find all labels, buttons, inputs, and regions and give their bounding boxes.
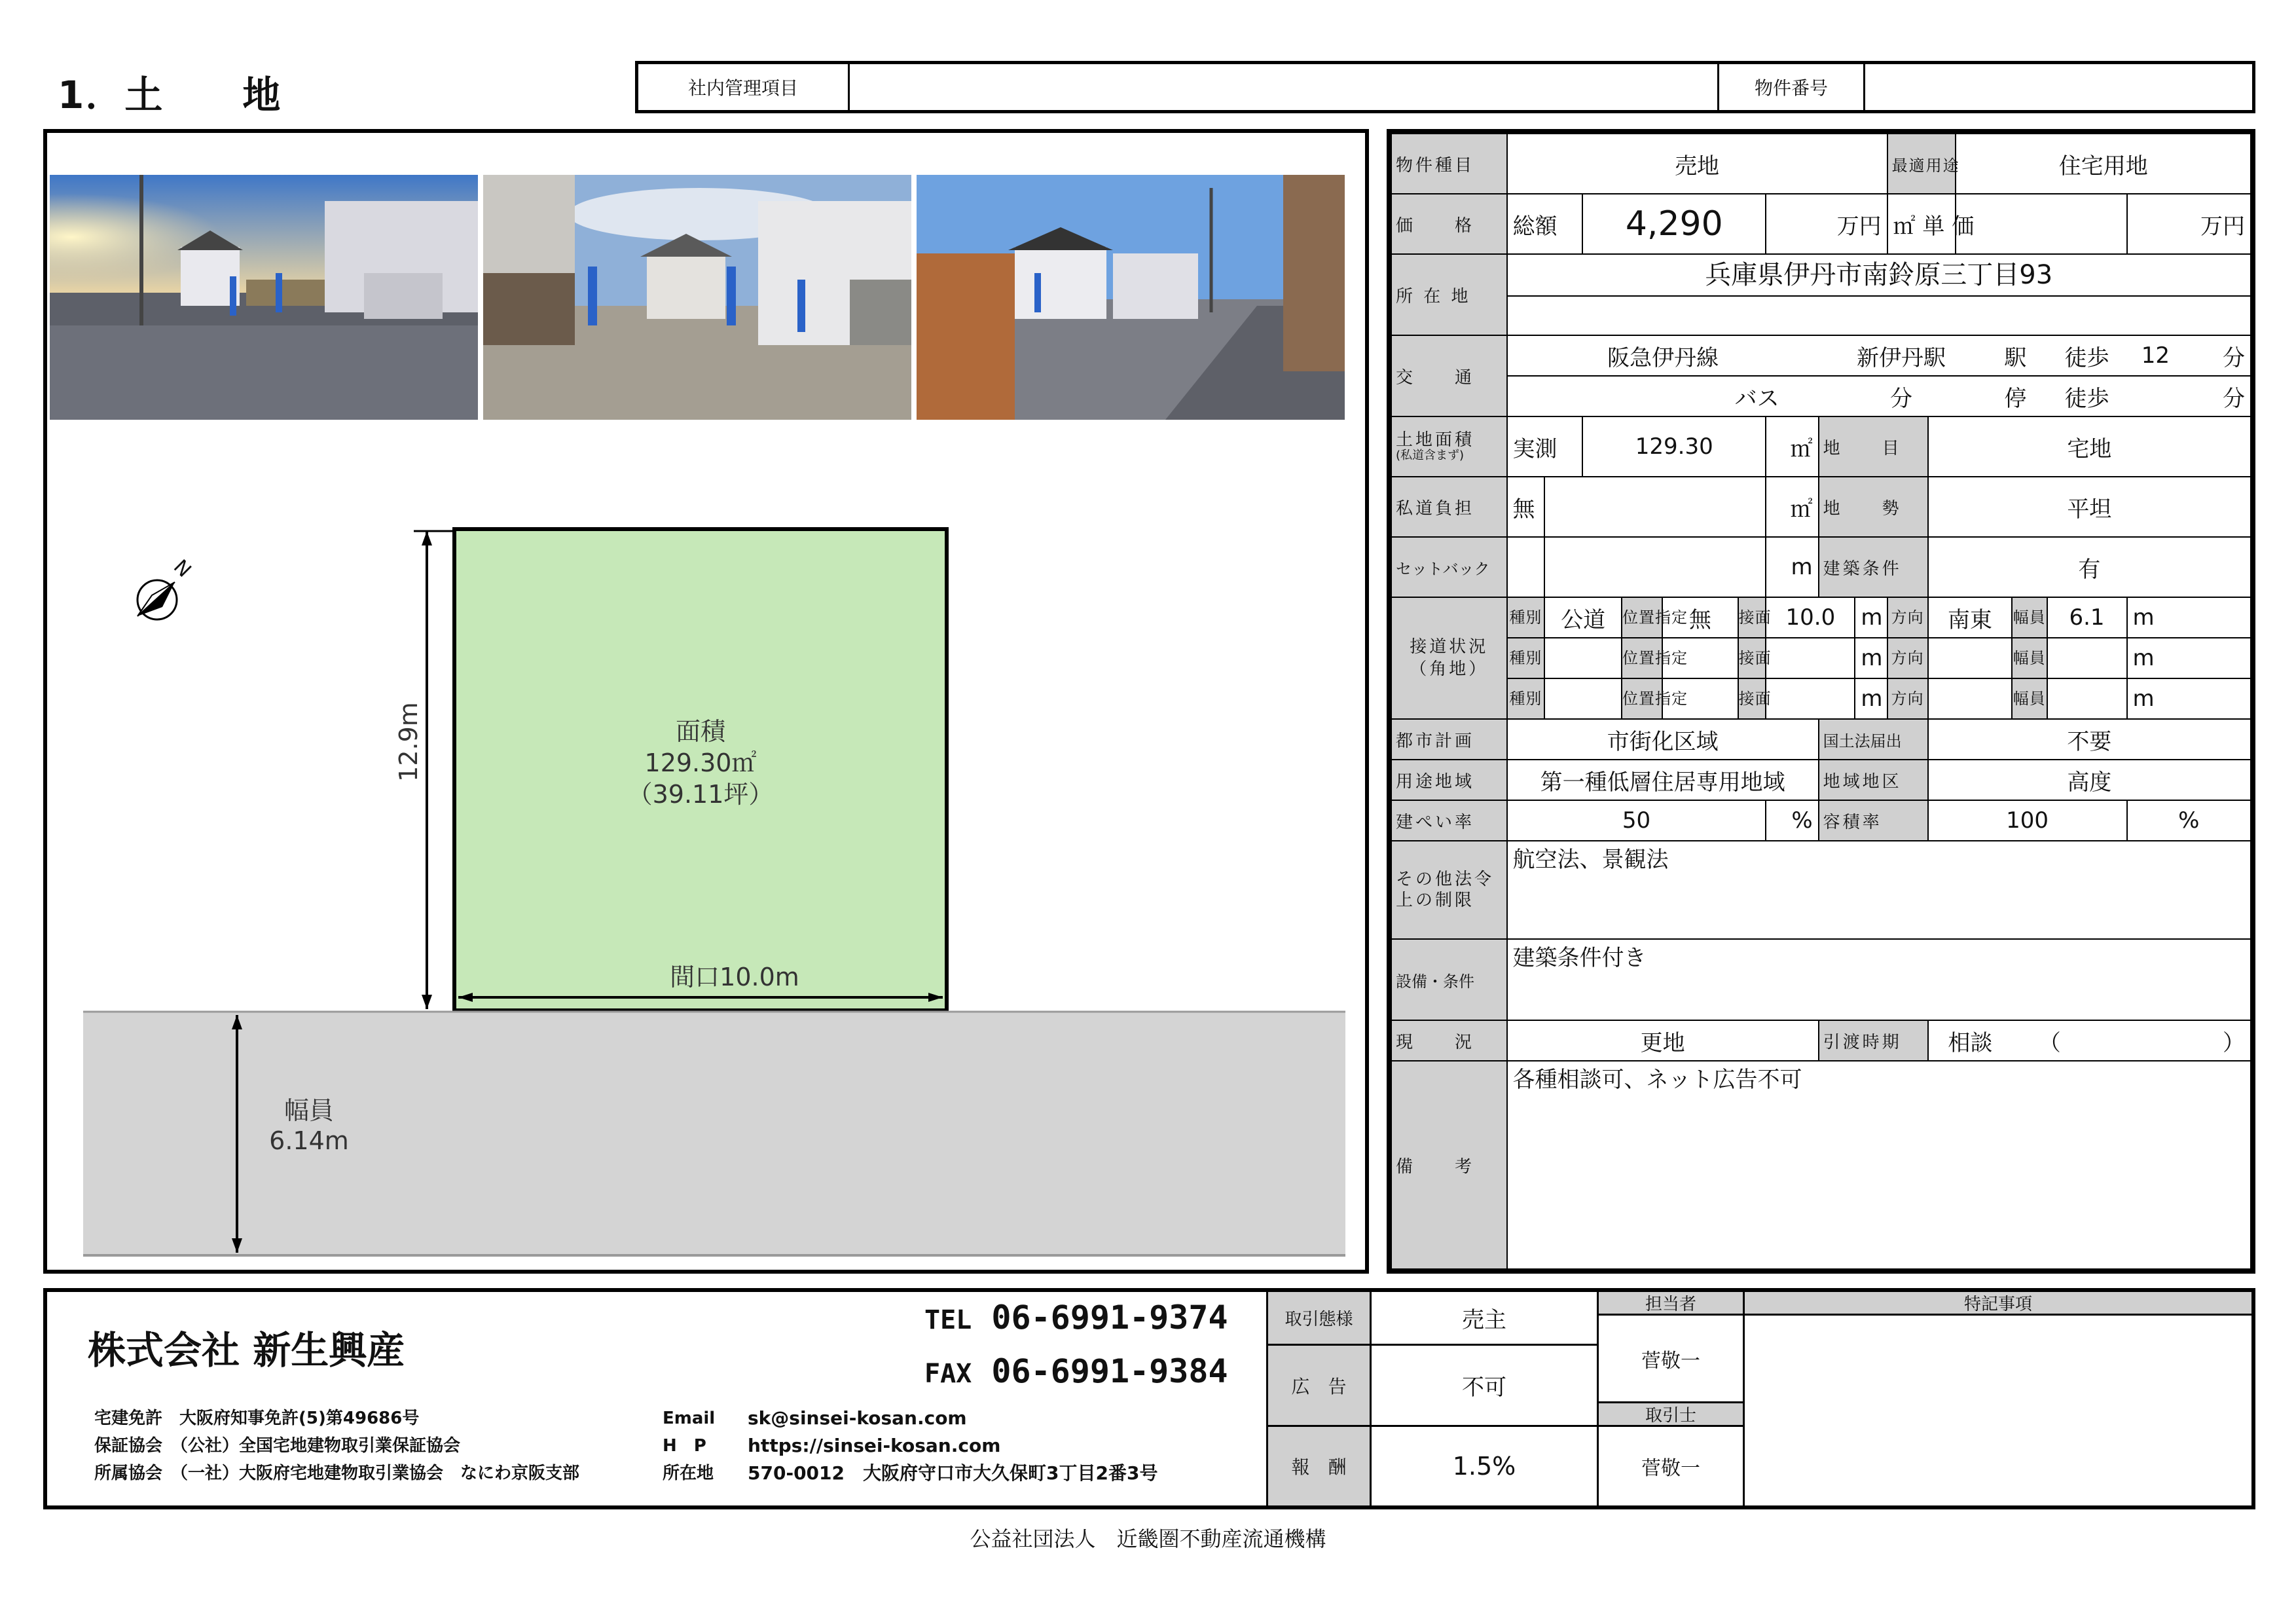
plan-panel <box>43 129 1369 1274</box>
road1-front-unit: m <box>1855 597 1887 638</box>
road-width-value: 6.14m <box>269 1126 349 1155</box>
total-price: 4,290 <box>1582 194 1766 254</box>
facilities-label: 設備・条件 <box>1391 939 1507 1020</box>
road2-width-label: 幅員 <box>2012 638 2047 678</box>
zoning-label: 用途地域 <box>1391 760 1507 800</box>
land-area-label: 土地面積 <box>1396 430 1475 450</box>
fax-value: 06-6991-9384 <box>991 1352 1228 1390</box>
total-label: 総額 <box>1507 194 1583 254</box>
road1-kind-label: 種別 <box>1507 597 1545 638</box>
road3-width-unit: m <box>2127 678 2251 719</box>
road2-width-unit: m <box>2127 638 2251 678</box>
company-name: 株式会社 新生興産 <box>88 1328 405 1373</box>
mgmt-value <box>850 64 1719 110</box>
ad-value: 不可 <box>1372 1346 1597 1427</box>
road2-dir-label: 方向 <box>1887 638 1928 678</box>
agent-value: 菅敬一 <box>1641 1457 1700 1480</box>
road1-dir-label: 方向 <box>1887 597 1928 638</box>
tel-value: 06-6991-9374 <box>991 1299 1228 1337</box>
road1-width: 6.1 <box>2047 597 2127 638</box>
road2-width <box>2047 638 2127 678</box>
company-box <box>43 1288 2255 1509</box>
compass-label: N <box>168 555 196 582</box>
bus-label: バス <box>1507 376 1819 416</box>
terrain-label: 地 勢 <box>1819 477 1928 537</box>
walk-min-unit: 分 <box>2184 335 2251 376</box>
remarks-value: 各種相談可、ネット広告不可 <box>1507 1061 2251 1269</box>
road-access-label: 接道状況 <box>1410 637 1489 657</box>
fax-label: FAX <box>924 1359 972 1389</box>
handover-label: 引渡時期 <box>1819 1020 1928 1061</box>
bcr-unit: % <box>1766 800 1818 841</box>
land-area-value: 129.30 <box>1582 416 1766 477</box>
road2-kind <box>1544 638 1622 678</box>
road2-dir <box>1928 638 2012 678</box>
status-label: 現 況 <box>1391 1020 1507 1061</box>
type-label: 物件種目 <box>1391 134 1507 194</box>
station-name: 新伊丹駅 <box>1819 335 1984 376</box>
road1-dir: 南東 <box>1928 597 2012 638</box>
location-value: 兵庫県伊丹市南鈴原三丁目93 <box>1508 256 2250 297</box>
rep-value: 菅敬一 <box>1599 1316 1743 1403</box>
bcr-value: 50 <box>1507 800 1766 841</box>
far-value: 100 <box>1928 800 2127 841</box>
road2-front <box>1766 638 1855 678</box>
land-area-sub: (私道含まず) <box>1396 449 1465 462</box>
other-law-label: その他法令上の制限 <box>1391 841 1507 939</box>
fax-line <box>924 1352 1228 1390</box>
road3-front-label: 接面 <box>1738 678 1766 719</box>
contact-values <box>748 1405 1157 1487</box>
unit-price-unit: 万円 <box>2127 194 2251 254</box>
road3-width-label: 幅員 <box>2012 678 2047 719</box>
district-value: 高度 <box>1928 760 2251 800</box>
page-title: 1．土 地 <box>58 73 282 117</box>
unit-price <box>1956 194 2126 254</box>
bcr-label: 建ぺい率 <box>1391 800 1507 841</box>
road2-front-label: 接面 <box>1738 638 1766 678</box>
far-label: 容積率 <box>1819 800 1928 841</box>
fee-value: 1.5% <box>1452 1452 1516 1481</box>
land-area-unit: ㎡ <box>1766 416 1818 477</box>
handover-value: 相談 <box>1928 1020 2012 1061</box>
notes-label: 特記事項 <box>1745 1292 2251 1316</box>
road3-pos-label: 位置指定 <box>1622 678 1662 719</box>
property-no-value <box>1865 64 2252 110</box>
land-category-label: 地 目 <box>1819 416 1928 477</box>
building-cond-label: 建築条件 <box>1819 537 1928 597</box>
best-use-value: 住宅用地 <box>1956 134 2251 194</box>
status-value: 更地 <box>1507 1020 1819 1061</box>
transport-label: 交 通 <box>1391 335 1507 416</box>
deal-value: 売主 <box>1372 1292 1597 1346</box>
facilities-value: 建築条件付き <box>1507 939 2251 1020</box>
best-use-label: 最適用途 <box>1887 134 1956 194</box>
road3-dir-label: 方向 <box>1887 678 1928 719</box>
remarks-label: 備 考 <box>1391 1061 1507 1269</box>
national-land-value: 不要 <box>1928 719 2251 760</box>
walk-minutes: 12 <box>2127 335 2185 376</box>
road1-front-label: 接面 <box>1738 597 1766 638</box>
setback-unit: m <box>1766 537 1818 597</box>
ad-label: 広 告 <box>1268 1346 1372 1427</box>
bus-min-unit: 分 <box>1819 376 1984 416</box>
total-unit: 万円 <box>1766 194 1887 254</box>
area-text <box>454 716 947 810</box>
road1-pos-label: 位置指定 <box>1622 597 1662 638</box>
road1-width-unit: m <box>2127 597 2251 638</box>
header-box <box>635 61 2255 113</box>
road1-pos: 無 <box>1662 597 1738 638</box>
road3-width <box>2047 678 2127 719</box>
road3-kind <box>1544 678 1622 719</box>
road-width-text <box>244 1096 374 1156</box>
unit-price-label: ㎡ 単 価 <box>1887 194 1956 254</box>
road3-kind-label: 種別 <box>1507 678 1545 719</box>
address-value: 570-0012 大阪府守口市大久保町3丁目2番3号 <box>748 1462 1158 1484</box>
terrain-value: 平坦 <box>1928 477 2251 537</box>
fee-label: 報 酬 <box>1268 1427 1372 1505</box>
road-width-label: 幅員 <box>283 1096 334 1125</box>
walk-label: 徒歩 <box>2047 335 2127 376</box>
area-label: 面積 <box>675 717 725 746</box>
road1-front: 10.0 <box>1766 597 1855 638</box>
private-road-unit: ㎡ <box>1766 477 1818 537</box>
handover-paren-open: （ <box>2012 1020 2088 1061</box>
handover-paren-close: ） <box>2088 1020 2251 1061</box>
city-plan-label: 都市計画 <box>1391 719 1507 760</box>
road2-front-unit: m <box>1855 638 1887 678</box>
footer-org: 公益社団法人 近畿圏不動産流通機構 <box>970 1526 1326 1551</box>
far-unit: % <box>2127 800 2251 841</box>
tel-label: TEL <box>924 1305 972 1335</box>
type-value: 売地 <box>1507 134 1887 194</box>
building-cond-value: 有 <box>1928 537 2251 597</box>
frontage-label: 間口10.0m <box>670 963 799 991</box>
homepage-link[interactable]: https://sinsei-kosan.com <box>748 1435 1001 1456</box>
line-name: 阪急伊丹線 <box>1507 335 1819 376</box>
road2-kind-label: 種別 <box>1507 638 1545 678</box>
road1-width-label: 幅員 <box>2012 597 2047 638</box>
private-road-value: 無 <box>1507 477 1545 537</box>
stop-walk-label: 徒歩 <box>2047 376 2127 416</box>
area-tsubo: （39.11坪） <box>627 780 774 809</box>
location-cell <box>1507 254 2251 335</box>
road3-dir <box>1928 678 2012 719</box>
station-suffix: 駅 <box>1984 335 2047 376</box>
tel-line <box>924 1299 1228 1337</box>
road-access-label-cell <box>1391 597 1507 719</box>
location-label: 所 在 地 <box>1391 254 1507 335</box>
contact-labels: Email H P 所在地 <box>663 1409 716 1483</box>
land-area-label-cell <box>1391 416 1507 477</box>
spec-table <box>1387 129 2255 1274</box>
email-link[interactable]: sk@sinsei-kosan.com <box>748 1407 967 1429</box>
road3-front-unit: m <box>1855 678 1887 719</box>
private-road-label: 私道負担 <box>1391 477 1507 537</box>
license-info: 宅建免許 大阪府知事免許(5)第49686号 保証協会 （公社）全国宅地建物取引業保証協会 所属協会 （一社）大阪府宅地建物取引業協会 なにわ京阪支部 <box>94 1409 580 1483</box>
zoning-value: 第一種低層住居専用地域 <box>1507 760 1819 800</box>
national-land-label: 国土法届出 <box>1819 719 1928 760</box>
property-no-label: 物件番号 <box>1719 64 1865 110</box>
depth-label: 12.9m <box>394 702 423 782</box>
notes-value <box>1745 1316 2251 1505</box>
other-law-value: 航空法、景観法 <box>1507 841 2251 939</box>
rep-label: 担当者 <box>1599 1292 1743 1316</box>
district-label: 地域地区 <box>1819 760 1928 800</box>
land-category-value: 宅地 <box>1928 416 2251 477</box>
setback-label: セットバック <box>1391 537 1507 597</box>
road1-kind: 公道 <box>1544 597 1622 638</box>
road-access-sub: （角地） <box>1410 659 1489 679</box>
price-label: 価 格 <box>1391 194 1507 254</box>
deal-label: 取引態様 <box>1268 1292 1372 1346</box>
road3-front <box>1766 678 1855 719</box>
stop-label: 停 <box>1984 376 2047 416</box>
area-m2: 129.30㎡ <box>644 748 757 777</box>
mgmt-label: 社内管理項目 <box>638 64 850 110</box>
compass-icon <box>137 580 177 619</box>
agent-label: 取引士 <box>1599 1403 1743 1427</box>
city-plan-value: 市街化区域 <box>1507 719 1819 760</box>
road2-pos-label: 位置指定 <box>1622 638 1662 678</box>
measured-label: 実測 <box>1507 416 1583 477</box>
stop-min-unit: 分 <box>2184 376 2251 416</box>
